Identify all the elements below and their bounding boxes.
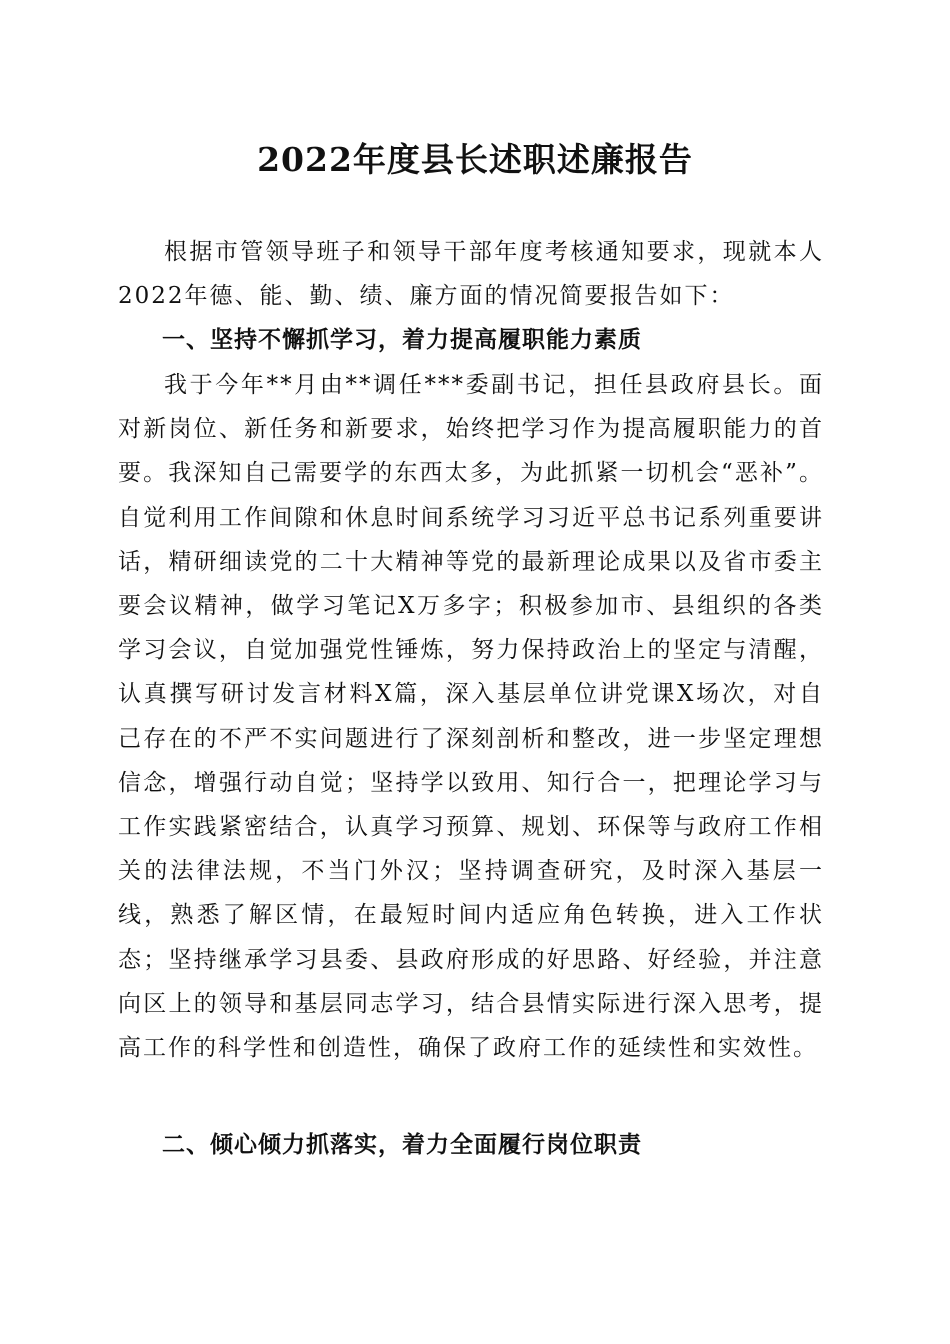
section-heading-2: 二、倾心倾力抓落实，着力全面履行岗位职责: [162, 1132, 642, 1158]
document-title: 2022年度县长述职述廉报告: [257, 140, 693, 179]
intro-paragraph: 根据市管领导班子和领导干部年度考核通知要求，现就本人2022年德、能、勤、绩、廉方面的情况简要报告如下：: [118, 239, 824, 310]
section-heading-1: 一、坚持不懈抓学习，着力提高履职能力素质: [162, 327, 642, 353]
section-1-paragraph: 我于今年**月由**调任***委副书记，担任县政府县长。面对新岗位、新任务和新要求，始终把学习作为提高履职能力的首要。我深知自己需要学的东西太多，为此抓紧一切机会“恶补”。自觉利用工作间隙和休息时间系统学习习近平总书记系列重要讲话，精研细读党的二十大精神等党的最新理论成果以及省市委主要会议精神，做学习笔记X万多字；积极参加市、县组织的各类学习会议，自觉加强党性锤炼，努力保持政治上的坚定与清醒，认真撰写研讨发言材料X篇，深入基层单位讲党课X场次，对自己存在的不严不实问题进行了深刻剖析和整改，进一步坚定理想信念，增强行动自觉；坚持学以致用、知行合一，把理论学习与工作实践紧密结合，认真学习预算、规划、环保等与政府工作相关的法律法规，不当门外汉；坚持调查研究，及时深入基层一线，熟悉了解区情，在最短时间内适应角色转换，进入工作状态；坚持继承学习县委、县政府形成的好思路、好经验，并注意向区上的领导和基层同志学习，结合县情实际进行深入思考，提高工作的科学性和创造性，确保了政府工作的延续性和实效性。: [118, 372, 824, 1062]
